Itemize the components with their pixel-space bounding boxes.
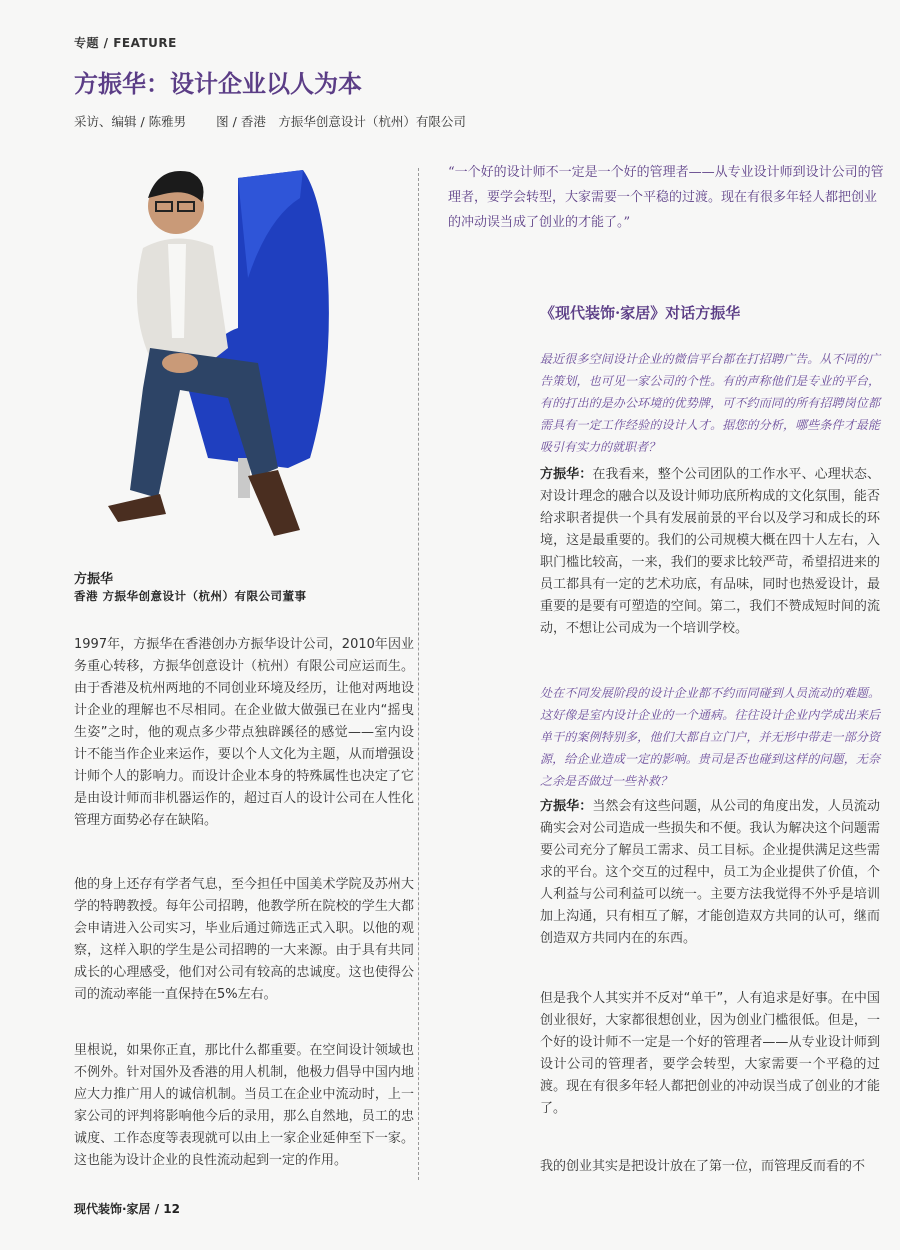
pull-quote: “一个好的设计师不一定是一个好的管理者——从专业设计师到设计公司的管理者，要学会转型，大家需要一个平稳的过渡。现在有很多年轻人都把创业的冲动误当成了创业的才能了。” [448,165,884,230]
body-paragraph: 里根说，如果你正直，那比什么都重要。在空间设计领域也不例外。针对国外及香港的用人机制，他极力倡导中国内地应大力推广用人的诚信机制。当员工在企业中流动时，上一家公司的评判将影响他今后的录用，那么自然地，员工的忠诚度、工作态度等表现就可以由上一家企业延伸至下一家。这也能为设计企业的良性流动起到一定的作用。 [74,1043,414,1168]
section-label: 专题 / FEATURE [74,36,177,50]
caption-name: 方振华 [74,572,114,587]
dialog-title: 《现代装饰·家居》对话方振华 [540,304,741,322]
body-paragraph: 1997年，方振华在香港创办方振华设计公司，2010年因业务重心转移，方振华创意设计（杭州）有限公司应运而生。由于香港及杭州两地的不同创业环境及经历，让他对两地设计企业的理解也不尽相同。在企业做大做强已在业内“摇曳生姿”之时，他的观点多少带点独辟蹊径的感觉——室内设计不能当作企业来运作，要以个人文化为主题，从而增强设计师个人的影响力。而设计企业本身的特殊属性也决定了它是由设计师而非机器运作的，超过百人的设计公司在人性化管理方面势必存在缺陷。 [74,637,414,828]
answer-text: 当然会有这些问题，从公司的角度出发，人员流动确实会对公司造成一些损失和不便。我认为解决这个问题需要公司充分了解员工需求、员工目标。企业提供满足这些需求的平台。这个交互的过程中，员工为企业提供了价值，个人利益与公司利益可以统一。主要方法我觉得不外乎是培训加上沟通，只有相互了解，才能创造双方共同的认可，继而创造双方共同内在的东西。 [540,799,880,946]
interview-question: 最近很多空间设计企业的微信平台都在打招聘广告。从不同的广告策划，也可见一家公司的个性。有的声称他们是专业的平台，有的打出的是办公环境的优势牌，可不约而同的所有招聘岗位都需具有一定工作经验的设计人才。据您的分析，哪些条件才最能吸引有实力的就职者？ [540,352,880,454]
credits [74,112,492,130]
column-divider [418,168,419,1180]
body-paragraph: 但是我个人其实并不反对“单干”，人有追求是好事。在中国创业很好，大家都很想创业，因为创业门槛很低。但是，一个好的设计师不一定是一个好的管理者——从专业设计师到设计公司的管理者，要学会转型，大家需要一个平稳的过渡。现在有很多年轻人都把创业的冲动误当成了创业的才能了。 [540,991,880,1116]
body-paragraph: 我的创业其实是把设计放在了第一位，而管理反而看的不 [540,1159,866,1174]
credit-interview: 采访、编辑 / 陈雅男 [74,114,187,129]
portrait-photo [88,158,348,558]
body-paragraph: 他的身上还存有学者气息，至今担任中国美术学院及苏州大学的特聘教授。每年公司招聘，他教学所在院校的学生大都会申请进入公司实习，毕业后通过筛选正式入职。以他的观察，这样入职的学生是公司招聘的一大来源。由于具有共同成长的心理感受，他们对公司有较高的忠诚度。这也使得公司的流动率能一直保持在5%左右。 [74,877,414,1002]
speaker-label: 方振华： [540,799,593,814]
page-footer: 现代装饰·家居 / 12 [74,1202,180,1216]
interview-question: 处在不同发展阶段的设计企业都不约而同碰到人员流动的难题。这好像是室内设计企业的一个通病。往往设计企业内学成出来后单干的案例特别多，他们大都自立门户，并无形中带走一部分资源，给企业造成一定的影响。贵司是否也碰到这样的问题，无奈之余是否做过一些补救？ [540,686,880,788]
caption-role: 香港 方振华创意设计（杭州）有限公司董事 [74,589,307,603]
answer-text: 在我看来，整个公司团队的工作水平、心理状态、对设计理念的融合以及设计师功底所构成的文化氛围，能否给求职者提供一个具有发展前景的平台以及学习和成长的环境，这是最重要的。我们的公司规模大概在四十人左右，入职门槛比较高，一来，我们的要求比较严苛，希望招进来的员工都具有一定的艺术功底，有品味，同时也热爱设计，最重要的是要有可塑造的空间。第二，我们不赞成短时间的流动，不想让公司成为一个培训学校。 [540,467,880,636]
speaker-label: 方振华： [540,467,593,482]
page-title: 方振华：设计企业以人为本 [74,69,362,98]
credit-photo: 图 / 香港 方振华创意设计（杭州）有限公司 [216,114,466,129]
interview-answer [540,796,880,950]
interview-answer [540,464,880,640]
